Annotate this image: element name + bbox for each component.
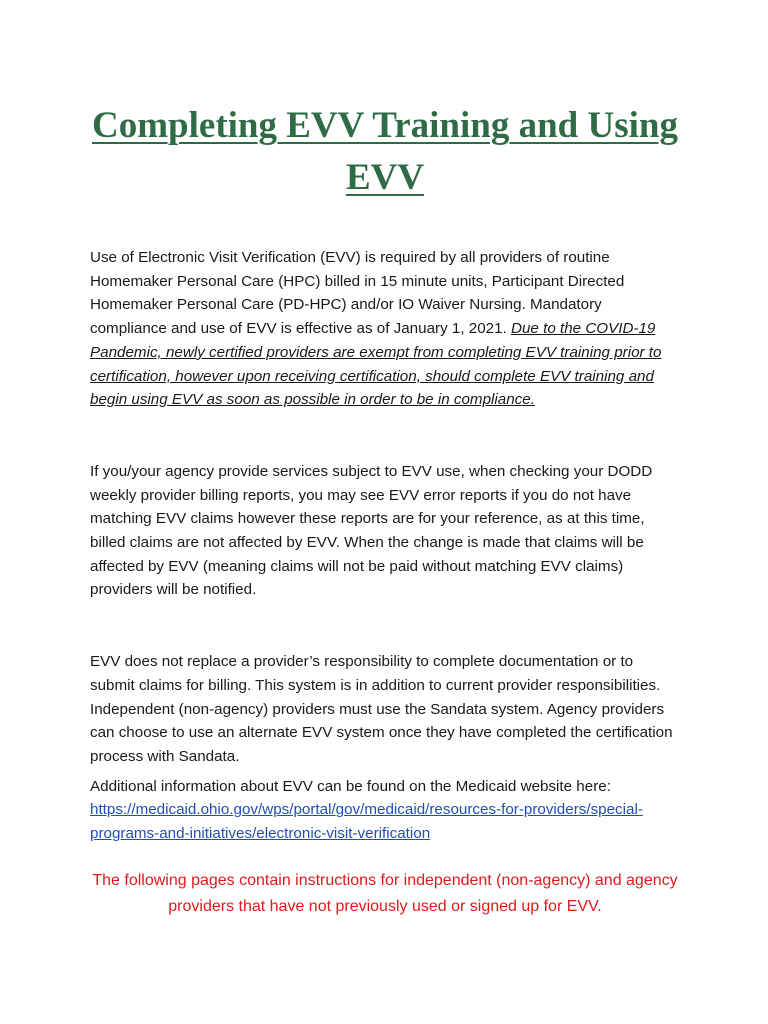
paragraph-billing-reports: If you/your agency provide services subject to EVV use, when checking your DODD weekly provider billing reports, you may see EVV error reports if you do not have matching EVV claims however these reports are for your reference, as at this time, billed claims are not affected by EVV. When the change is made that claims will be affected by EVV (meaning claims will not be paid without matching EVV claims) providers will be notified. [90,462,653,599]
paragraph-evv-requirement-text: Use of Electronic Visit Verification (EVV) is required by all providers of routine Homemaker Personal Care (HPC) billed in 15 minute units, Participant Directed Homemaker Personal Care (PD-HPC) and/or IO Waiver Nursing. Mandatory compliance and use of EVV is effective as of January 1, 2021. [90,249,625,338]
document-title: Completing EVV Training and Using EVV [92,105,678,198]
paragraph-additional-info [90,775,680,846]
medicaid-evv-link[interactable]: https://medicaid.ohio.gov/wps/portal/gov/medicaid/resources-for-providers/special-programs-and-initiatives/electronic-visit-verification [90,801,643,843]
additional-info-text: Additional information about EVV can be found on the Medicaid website here: [90,777,611,795]
instructions-notice: The following pages contain instructions for independent (non-agency) and agency providers that have not previously used or signed up for EVV. [92,871,678,915]
document-page [90,100,680,936]
paragraph-evv-requirement [90,246,680,412]
covid-exemption-note: Due to the COVID-19 Pandemic, newly certified providers are exempt from completing EVV training prior to certification, however upon receiving certification, should complete EVV training and begin using EVV as soon as possible in order to be in compliance. [90,320,662,409]
paragraph-provider-responsibility: EVV does not replace a provider’s responsibility to complete documentation or to submit claims for billing. This system is in addition to current provider responsibilities. Independent (non-agency) providers must use the Sandata system. Agency providers can choose to use an alternate EVV system once they have completed the certification process with Sandata. [90,653,673,765]
